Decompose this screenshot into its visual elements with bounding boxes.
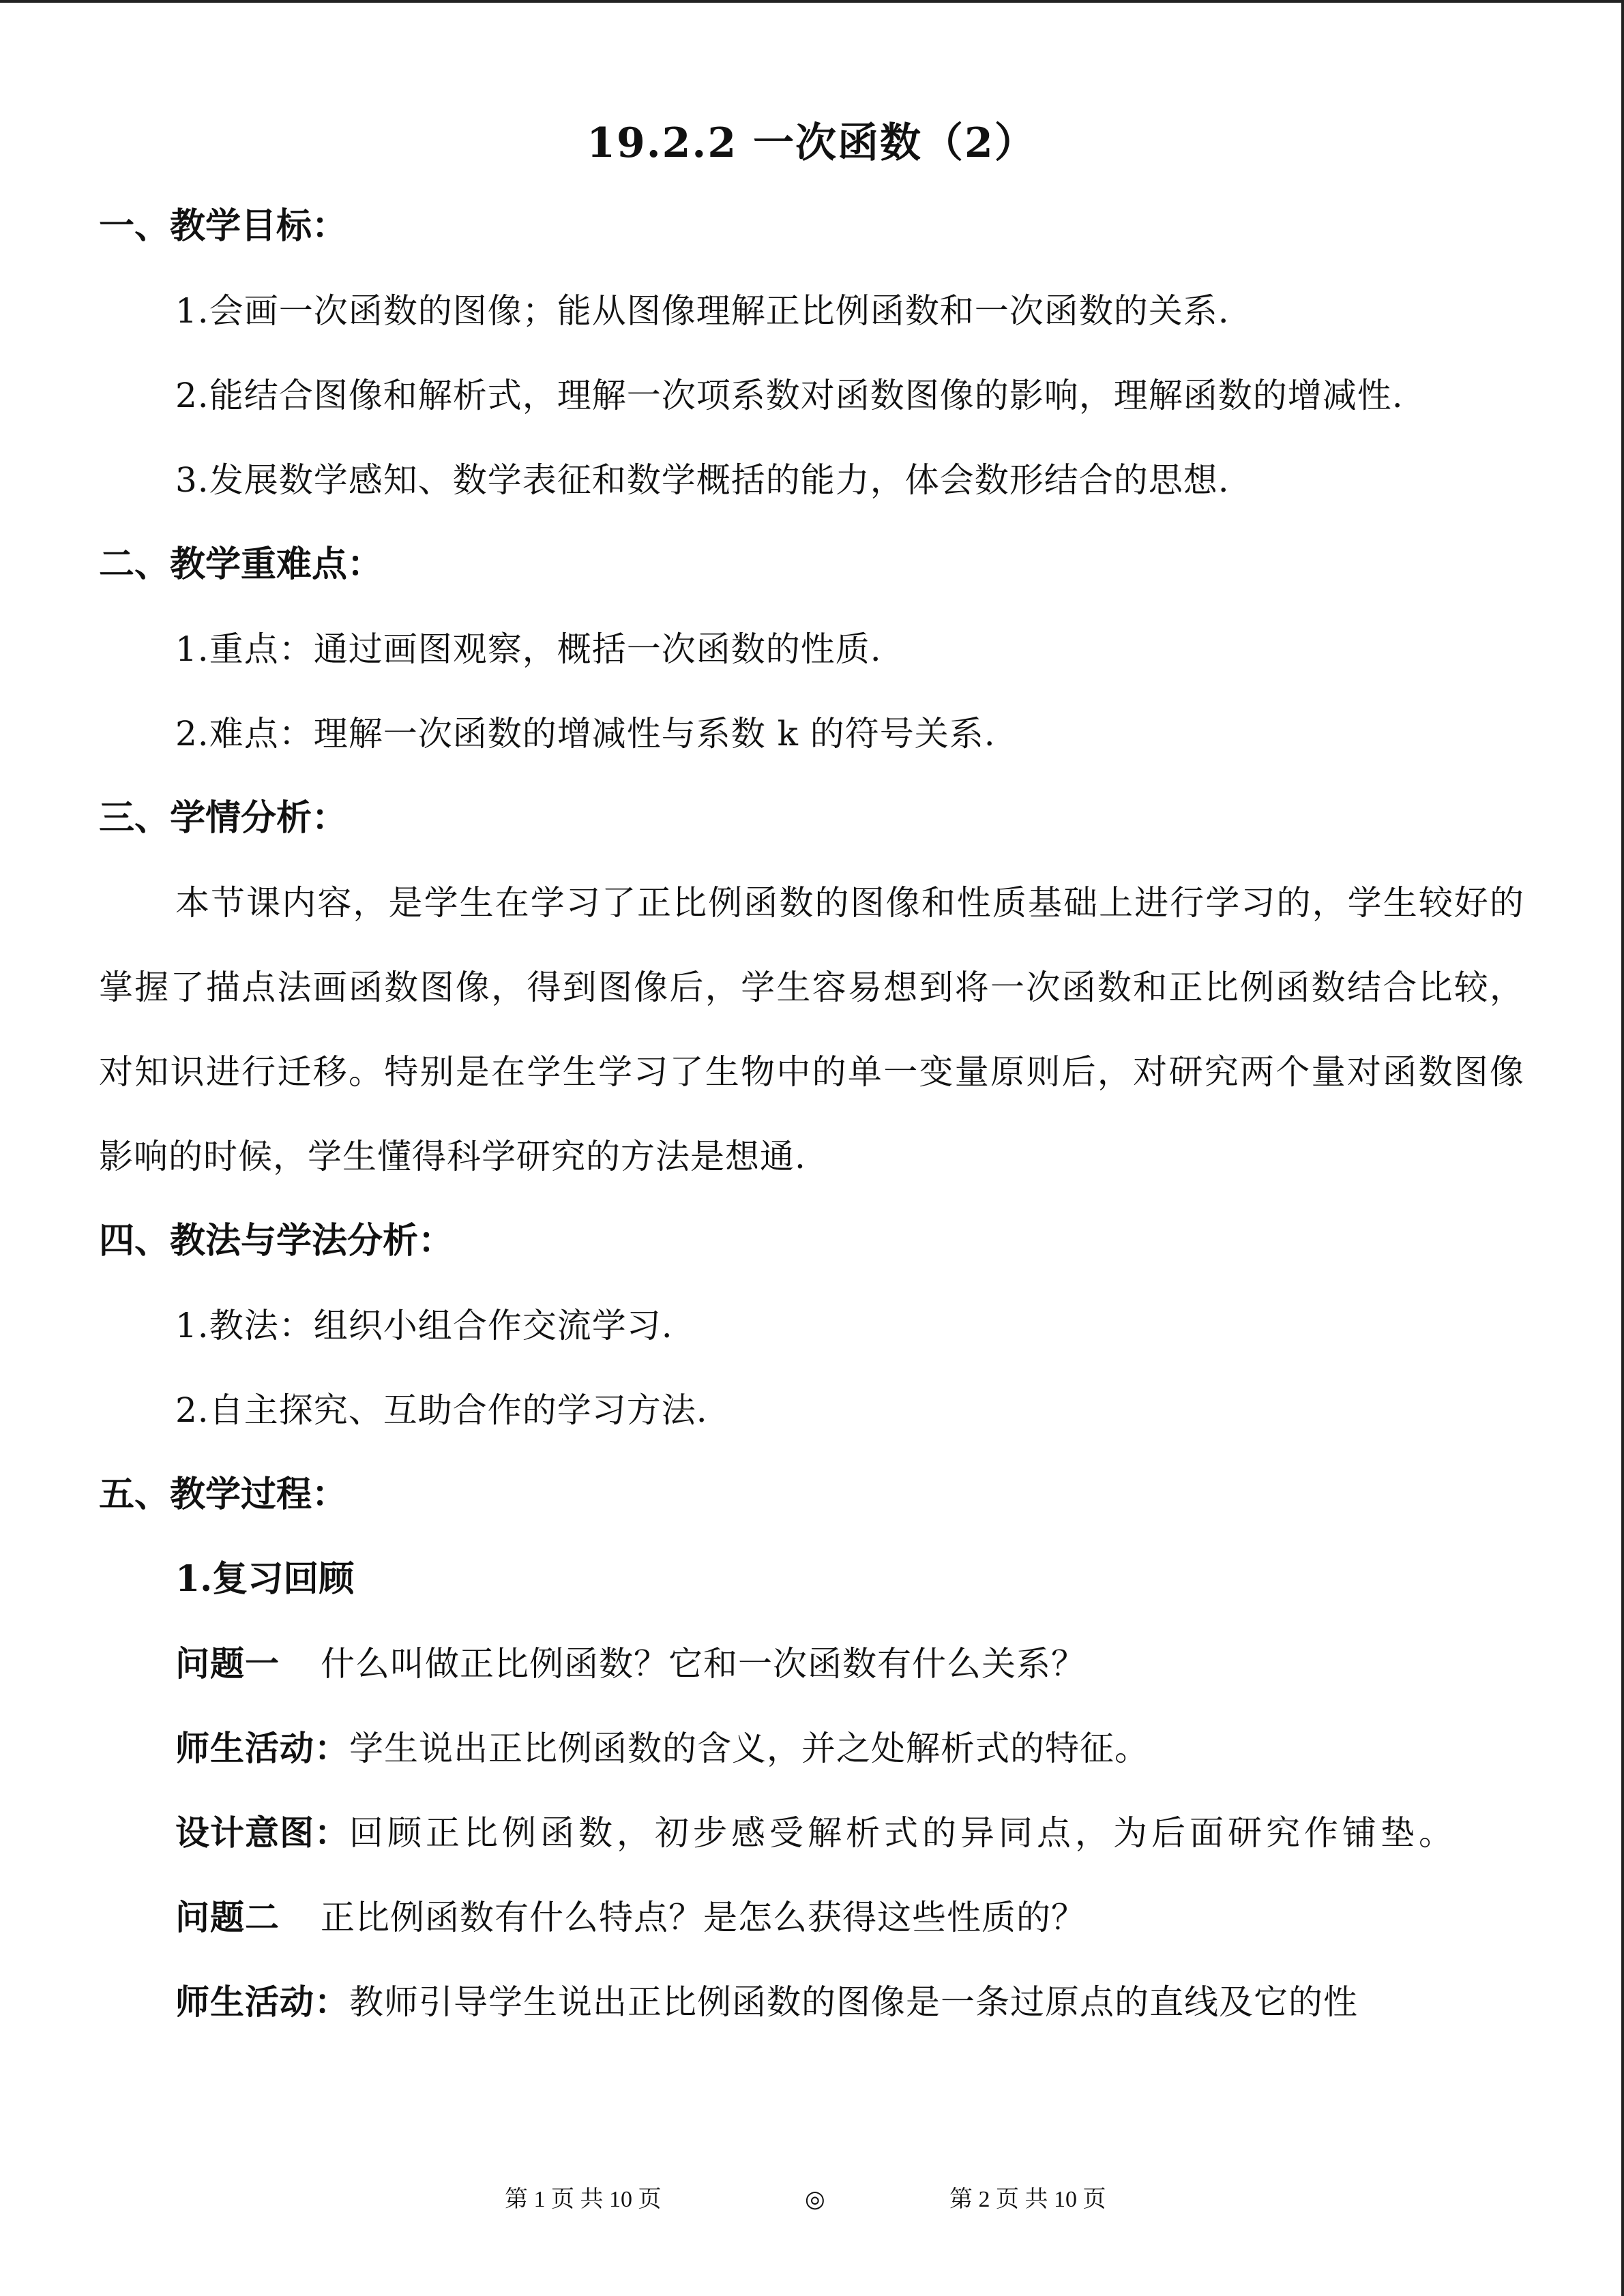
design-intent-label: 设计意图： — [175, 1813, 349, 1853]
goal-item-1: 1.会画一次函数的图像；能从图像理解正比例函数和一次函数的关系. — [175, 291, 1230, 331]
design-intent-text: 回顾正比例函数，初步感受解析式的异同点，为后面研究作铺垫。 — [349, 1813, 1457, 1853]
document-page — [99, 102, 1524, 2044]
process-subheading: 1.复习回顾 — [175, 1558, 355, 1600]
method-item-2: 2.自主探究、互助合作的学习方法. — [175, 1390, 708, 1430]
question-two — [99, 1875, 1524, 1960]
goal-item-2: 2.能结合图像和解析式，理解一次项系数对函数图像的影响，理解函数的增减性. — [175, 376, 1404, 415]
question-one-label: 问题一 — [175, 1643, 280, 1684]
footer-page-right: 第 2 页 共 10 页 — [949, 2187, 1106, 2212]
page-title: 19.2.2 一次函数（2） — [587, 119, 1037, 167]
section-heading-process: 五、教学过程： — [99, 1474, 348, 1515]
activity-two — [99, 1960, 1524, 2044]
activity-one — [99, 1706, 1524, 1791]
footer-separator-icon: ◎ — [805, 2187, 825, 2212]
page-footer — [0, 2179, 1624, 2220]
activity-one-text: 学生说出正比例函数的含义，并之处解析式的特征。 — [349, 1729, 1149, 1768]
activity-two-text: 教师引导学生说出正比例函数的图像是一条过原点的直线及它的性 — [349, 1982, 1358, 2022]
section-heading-key-points: 二、教学重难点： — [99, 543, 383, 585]
page-right-border — [1621, 0, 1624, 2296]
design-intent — [99, 1791, 1524, 1875]
method-item-1: 1.教法：组织小组合作交流学习. — [175, 1306, 673, 1345]
section-heading-goals: 一、教学目标： — [99, 205, 348, 247]
key-point-item-1: 1.重点：通过画图观察，概括一次函数的性质. — [175, 629, 882, 669]
question-one-text: 什么叫做正比例函数？它和一次函数有什么关系？ — [321, 1644, 1086, 1684]
goal-item-3: 3.发展数学感知、数学表征和数学概括的能力，体会数形结合的思想. — [175, 460, 1230, 500]
page-top-border — [0, 0, 1624, 3]
section-heading-learner-analysis: 三、学情分析： — [99, 797, 348, 839]
activity-two-label: 师生活动： — [175, 1982, 349, 2022]
footer-page-left: 第 1 页 共 10 页 — [505, 2187, 662, 2212]
section-heading-methods: 四、教法与学法分析： — [99, 1220, 454, 1262]
question-two-label: 问题二 — [175, 1897, 280, 1937]
activity-one-label: 师生活动： — [175, 1728, 349, 1768]
learner-analysis-paragraph: 本节课内容，是学生在学习了正比例函数的图像和性质基础上进行学习的，学生较好的掌握了描点法画函数图像，得到图像后，学生容易想到将一次函数和正比例函数结合比较，对知识进行迁移。特别是在学生学习了生物中的单一变量原则后，对研究两个量对函数图像影响的时候，学生懂得科学研究的方法是想通. — [99, 883, 1524, 1176]
question-one — [99, 1622, 1524, 1706]
question-two-text: 正比例函数有什么特点？是怎么获得这些性质的？ — [321, 1898, 1086, 1937]
key-point-item-2: 2.难点：理解一次函数的增减性与系数 k 的符号关系. — [175, 714, 996, 754]
